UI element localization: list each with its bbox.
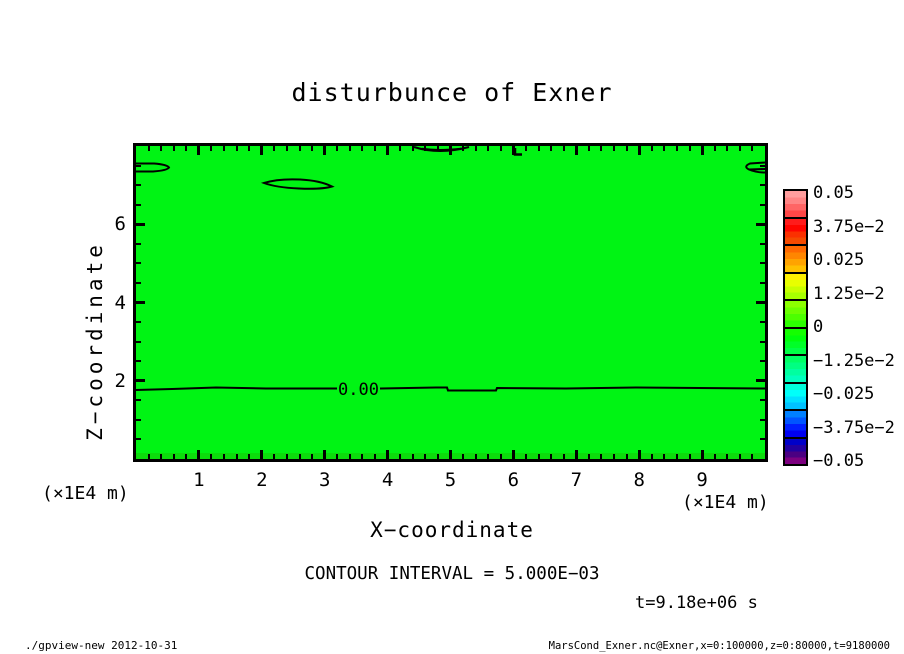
y-minor-tick bbox=[760, 360, 765, 362]
y-minor-tick bbox=[136, 321, 141, 323]
x-minor-tick bbox=[336, 454, 338, 459]
x-major-tick bbox=[575, 146, 578, 155]
x-minor-tick bbox=[588, 454, 590, 459]
x-minor-tick bbox=[475, 146, 477, 151]
y-minor-tick bbox=[136, 165, 141, 167]
y-minor-tick bbox=[760, 262, 765, 264]
x-minor-tick bbox=[223, 454, 225, 459]
x-minor-tick bbox=[374, 454, 376, 459]
x-minor-tick bbox=[525, 454, 527, 459]
y-minor-tick bbox=[136, 360, 141, 362]
x-axis-unit-label: (×1E4 m) bbox=[682, 492, 769, 513]
x-major-tick bbox=[260, 146, 263, 155]
colorbar-tick-label: −1.25e−2 bbox=[813, 350, 895, 371]
zero-contour-line-left bbox=[136, 388, 337, 391]
x-minor-tick bbox=[600, 454, 602, 459]
x-major-tick bbox=[638, 146, 641, 155]
x-minor-tick bbox=[739, 146, 741, 151]
x-major-tick bbox=[386, 450, 389, 459]
x-minor-tick bbox=[550, 146, 552, 151]
x-minor-tick bbox=[336, 146, 338, 151]
x-minor-tick bbox=[311, 454, 313, 459]
y-major-tick bbox=[136, 379, 145, 382]
x-tick-label: 6 bbox=[507, 469, 520, 491]
y-minor-tick bbox=[136, 204, 141, 206]
x-minor-tick bbox=[412, 146, 414, 151]
colorbar-tick-label: −3.75e−2 bbox=[813, 417, 895, 438]
time-label: t=9.18e+06 s bbox=[635, 593, 758, 613]
x-minor-tick bbox=[563, 454, 565, 459]
colorbar-segment bbox=[785, 217, 806, 245]
x-minor-tick bbox=[689, 146, 691, 151]
y-minor-tick bbox=[136, 438, 141, 440]
x-minor-tick bbox=[374, 146, 376, 151]
y-minor-tick bbox=[760, 321, 765, 323]
x-tick-label: 4 bbox=[381, 469, 394, 491]
x-minor-tick bbox=[487, 454, 489, 459]
x-major-tick bbox=[701, 146, 704, 155]
x-minor-tick bbox=[361, 146, 363, 151]
x-major-tick bbox=[638, 450, 641, 459]
colorbar-segment bbox=[785, 382, 806, 410]
x-minor-tick bbox=[311, 146, 313, 151]
x-major-tick bbox=[197, 450, 200, 459]
y-axis-unit-label: (×1E4 m) bbox=[42, 483, 129, 504]
x-minor-tick bbox=[236, 146, 238, 151]
zero-contour-label: 0.00 bbox=[338, 380, 379, 400]
y-minor-tick bbox=[760, 399, 765, 401]
y-minor-tick bbox=[136, 282, 141, 284]
y-minor-tick bbox=[136, 243, 141, 245]
colorbar-tick-label: 0.025 bbox=[813, 250, 865, 270]
y-minor-tick bbox=[760, 341, 765, 343]
y-minor-tick bbox=[760, 282, 765, 284]
zero-contour-line-right bbox=[380, 388, 765, 391]
x-minor-tick bbox=[173, 454, 175, 459]
x-minor-tick bbox=[626, 146, 628, 151]
colorbar-segment bbox=[785, 244, 806, 272]
y-major-tick bbox=[136, 223, 145, 226]
x-minor-tick bbox=[399, 454, 401, 459]
x-minor-tick bbox=[299, 454, 301, 459]
x-tick-label: 2 bbox=[256, 469, 268, 491]
colorbar-tick-label: 0 bbox=[813, 317, 824, 337]
x-minor-tick bbox=[676, 146, 678, 151]
y-major-tick bbox=[756, 301, 765, 304]
x-major-tick bbox=[449, 146, 452, 155]
y-minor-tick bbox=[760, 204, 765, 206]
x-minor-tick bbox=[286, 454, 288, 459]
x-minor-tick bbox=[588, 146, 590, 151]
colorbar-tick-label: 0.05 bbox=[813, 183, 854, 203]
x-tick-label: 7 bbox=[570, 469, 583, 491]
x-major-tick bbox=[449, 450, 452, 459]
x-minor-tick bbox=[550, 454, 552, 459]
colorbar-segment bbox=[785, 327, 806, 355]
x-major-tick bbox=[701, 450, 704, 459]
x-minor-tick bbox=[676, 454, 678, 459]
footer-dataset-label: MarsCond_Exner.nc@Exner,x=0:100000,z=0:80000,t=9180000 bbox=[548, 640, 890, 652]
x-minor-tick bbox=[173, 146, 175, 151]
colorbar-segment bbox=[785, 354, 806, 382]
colorbar-segment bbox=[785, 191, 806, 217]
y-minor-tick bbox=[760, 438, 765, 440]
y-major-tick bbox=[756, 223, 765, 226]
x-major-tick bbox=[575, 450, 578, 459]
x-minor-tick bbox=[210, 146, 212, 151]
x-tick-label: 1 bbox=[193, 469, 205, 491]
contour-lines-layer bbox=[136, 146, 765, 459]
x-major-tick bbox=[323, 450, 326, 459]
contour-blob-upper-left bbox=[264, 179, 332, 188]
y-tick-label: 4 bbox=[114, 291, 126, 314]
x-minor-tick bbox=[273, 146, 275, 151]
x-major-tick bbox=[323, 146, 326, 155]
y-axis-title: Z−coordinate bbox=[83, 241, 107, 441]
x-minor-tick bbox=[160, 146, 162, 151]
x-major-tick bbox=[512, 146, 515, 155]
x-minor-tick bbox=[689, 454, 691, 459]
x-minor-tick bbox=[563, 146, 565, 151]
y-minor-tick bbox=[760, 243, 765, 245]
x-minor-tick bbox=[663, 454, 665, 459]
x-minor-tick bbox=[349, 454, 351, 459]
contour-blob-top-center-inner bbox=[422, 149, 461, 150]
colorbar-segment bbox=[785, 299, 806, 327]
contour-blob-top-small bbox=[515, 148, 522, 155]
colorbar-tick-label: 3.75e−2 bbox=[813, 216, 885, 237]
x-tick-label: 8 bbox=[633, 469, 645, 491]
y-minor-tick bbox=[760, 419, 765, 421]
x-minor-tick bbox=[210, 454, 212, 459]
y-minor-tick bbox=[760, 165, 765, 167]
x-minor-tick bbox=[437, 454, 439, 459]
x-minor-tick bbox=[626, 454, 628, 459]
x-minor-tick bbox=[286, 146, 288, 151]
x-minor-tick bbox=[500, 146, 502, 151]
y-minor-tick bbox=[136, 262, 141, 264]
colorbar-tick-label: −0.05 bbox=[813, 451, 865, 471]
x-minor-tick bbox=[399, 146, 401, 151]
x-major-tick bbox=[260, 450, 263, 459]
x-minor-tick bbox=[462, 146, 464, 151]
colorbar-segment bbox=[785, 437, 806, 465]
x-minor-tick bbox=[160, 454, 162, 459]
x-minor-tick bbox=[248, 454, 250, 459]
x-minor-tick bbox=[651, 454, 653, 459]
y-minor-tick bbox=[136, 399, 141, 401]
x-tick-label: 9 bbox=[696, 469, 708, 491]
x-minor-tick bbox=[525, 146, 527, 151]
x-minor-tick bbox=[663, 146, 665, 151]
x-minor-tick bbox=[500, 454, 502, 459]
x-minor-tick bbox=[236, 454, 238, 459]
x-minor-tick bbox=[424, 146, 426, 151]
x-axis-title: X−coordinate bbox=[370, 518, 534, 542]
x-minor-tick bbox=[148, 146, 150, 151]
x-major-tick bbox=[197, 146, 200, 155]
x-minor-tick bbox=[223, 146, 225, 151]
x-minor-tick bbox=[248, 146, 250, 151]
x-minor-tick bbox=[600, 146, 602, 151]
colorbar-tick-label: −0.025 bbox=[813, 384, 875, 404]
x-major-tick bbox=[386, 146, 389, 155]
x-minor-tick bbox=[726, 454, 728, 459]
colorbar-segment bbox=[785, 409, 806, 437]
colorbar-segment bbox=[785, 272, 806, 300]
x-minor-tick bbox=[361, 454, 363, 459]
plot-title: disturbunce of Exner bbox=[291, 78, 613, 107]
x-minor-tick bbox=[185, 454, 187, 459]
x-tick-label: 3 bbox=[318, 469, 331, 491]
x-minor-tick bbox=[714, 454, 716, 459]
y-major-tick bbox=[756, 379, 765, 382]
y-minor-tick bbox=[136, 341, 141, 343]
x-tick-label: 5 bbox=[444, 469, 457, 491]
x-minor-tick bbox=[651, 146, 653, 151]
colorbar bbox=[783, 189, 808, 466]
x-minor-tick bbox=[751, 454, 753, 459]
contour-interval-label: CONTOUR INTERVAL = 5.000E−03 bbox=[304, 564, 600, 584]
x-minor-tick bbox=[751, 146, 753, 151]
y-minor-tick bbox=[136, 184, 141, 186]
colorbar-tick-label: 1.25e−2 bbox=[813, 283, 885, 304]
x-minor-tick bbox=[613, 146, 615, 151]
x-minor-tick bbox=[613, 454, 615, 459]
x-minor-tick bbox=[726, 146, 728, 151]
x-minor-tick bbox=[412, 454, 414, 459]
x-minor-tick bbox=[148, 454, 150, 459]
x-minor-tick bbox=[739, 454, 741, 459]
y-minor-tick bbox=[136, 419, 141, 421]
x-minor-tick bbox=[714, 146, 716, 151]
x-minor-tick bbox=[487, 146, 489, 151]
y-major-tick bbox=[136, 301, 145, 304]
footer-command-label: ./gpview-new 2012-10-31 bbox=[25, 639, 178, 652]
x-minor-tick bbox=[538, 146, 540, 151]
x-minor-tick bbox=[475, 454, 477, 459]
x-minor-tick bbox=[424, 454, 426, 459]
x-minor-tick bbox=[437, 146, 439, 151]
x-minor-tick bbox=[462, 454, 464, 459]
x-minor-tick bbox=[299, 146, 301, 151]
plot-area bbox=[133, 143, 768, 462]
x-minor-tick bbox=[273, 454, 275, 459]
y-tick-label: 6 bbox=[114, 213, 126, 236]
y-tick-label: 2 bbox=[114, 369, 126, 392]
x-minor-tick bbox=[185, 146, 187, 151]
x-minor-tick bbox=[538, 454, 540, 459]
x-major-tick bbox=[512, 450, 515, 459]
y-minor-tick bbox=[760, 184, 765, 186]
x-minor-tick bbox=[349, 146, 351, 151]
